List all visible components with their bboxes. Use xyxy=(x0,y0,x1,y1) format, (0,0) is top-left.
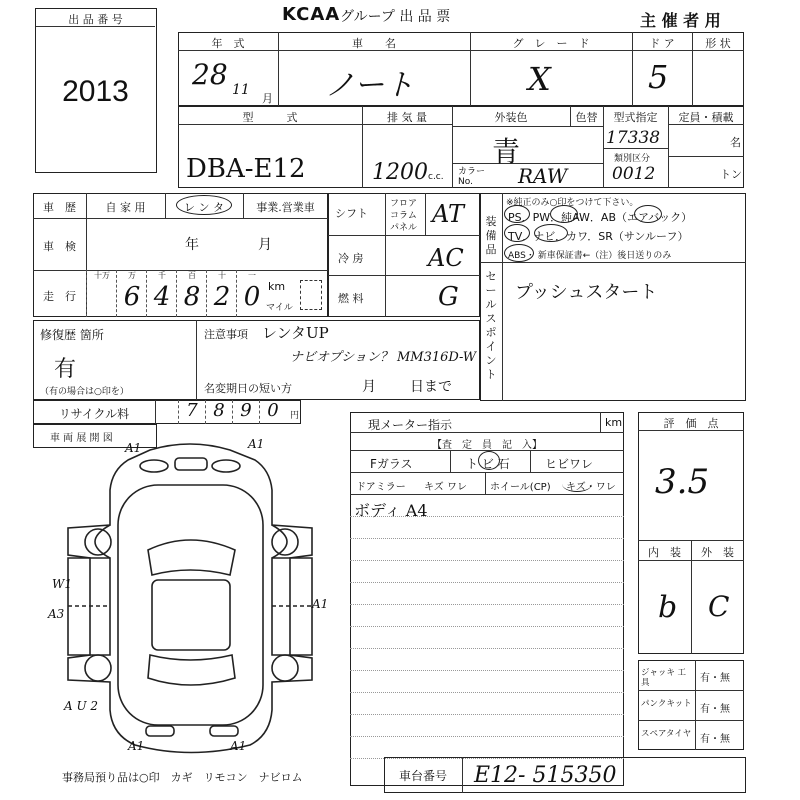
month-value: 11 xyxy=(232,82,250,98)
equipment-check-row xyxy=(638,660,744,690)
sales-point-char: ポ xyxy=(485,326,497,339)
glass-div1 xyxy=(450,450,451,472)
mileage-digit-cell xyxy=(206,270,236,317)
front-grille xyxy=(175,458,207,470)
mileage-digit-cell xyxy=(236,270,266,317)
damage-mark: A1 xyxy=(125,441,142,455)
displacement-unit: c.c. xyxy=(428,172,444,182)
wheel-fr xyxy=(272,529,298,555)
equipment-line1: PS．PW．純AW．AB（エアバック） xyxy=(508,211,693,224)
sales-point-char: ン xyxy=(485,354,497,367)
capacity-unit-ton: トン xyxy=(720,168,742,181)
shift-label: シフト xyxy=(335,207,368,220)
remark-lines xyxy=(350,494,624,784)
equipment-check-rows xyxy=(638,660,744,750)
sales-point-value: プッシュスタート xyxy=(515,282,658,303)
right-wheel-arch xyxy=(272,525,287,558)
inspector-label: 【査 定 員 記 入】 xyxy=(432,440,542,451)
equipment-check-value[interactable]: 有・無 xyxy=(700,673,730,684)
sales-point-label xyxy=(482,270,500,382)
car-name-value: ノート xyxy=(325,68,415,103)
abs-circle xyxy=(504,244,534,262)
damage-mark: A1 xyxy=(128,739,145,753)
tv-circle xyxy=(504,224,530,242)
shift-option-column: コラム xyxy=(390,211,417,221)
wheel-rr xyxy=(272,655,298,681)
wheel-fl xyxy=(85,529,111,555)
mileage-digit: 2 xyxy=(213,282,231,312)
header-logo xyxy=(282,4,340,25)
ps-circle xyxy=(504,205,530,223)
remark-line xyxy=(350,516,624,517)
history-label: 車 歴 xyxy=(43,201,76,214)
deadline-day: 日まで xyxy=(410,379,452,395)
remark-line xyxy=(350,538,624,539)
model-value: DBA-E12 xyxy=(186,154,306,184)
mileage-digit-label: 十万 xyxy=(94,271,110,280)
history-private: 自 家 用 xyxy=(105,201,146,214)
glass-damage-circle xyxy=(478,451,500,470)
wheel-rl xyxy=(85,655,111,681)
chassis-value: E12- 515350 xyxy=(474,763,617,788)
equipment-check-label: ジャッキ 工 具 xyxy=(641,668,695,688)
damage-mark: W1 xyxy=(52,577,72,591)
glass-label: Fガラス xyxy=(370,457,413,471)
row2-class-line xyxy=(603,148,668,149)
shift-option-panel: パネル xyxy=(390,223,418,233)
color-no-label: カラー No. xyxy=(458,167,486,187)
damage-mark: A3 xyxy=(48,607,65,621)
rear-lamp-right xyxy=(210,726,238,736)
history-line1 xyxy=(33,218,328,219)
recycle-label: リサイクル料 xyxy=(58,407,130,421)
exterior-color-value: 青 xyxy=(492,135,521,168)
row2-color-line xyxy=(452,126,603,127)
damage-mark: A1 xyxy=(248,437,265,451)
repair-note: （有の場合は○印を） xyxy=(40,387,129,397)
inspection-year-label: 年 xyxy=(185,237,199,253)
mileage-digit-cell xyxy=(116,270,146,317)
displacement-label: 排 気 量 xyxy=(387,111,427,124)
car-body xyxy=(118,485,263,725)
mileage-digit-label: 百 xyxy=(188,271,196,280)
grade-label: グ レ ー ド xyxy=(512,37,590,50)
meter-label: 現メーター指示 xyxy=(368,418,453,432)
lot-number-value: 2013 xyxy=(62,75,129,108)
meter-unit-div xyxy=(600,412,601,432)
evaluation-value: 3.5 xyxy=(655,462,710,502)
shift-option-floor: フロア xyxy=(390,199,418,209)
color-change-label: 色替 xyxy=(575,111,598,124)
recycle-unit: 円 xyxy=(290,411,300,421)
month-unit: 月 xyxy=(262,92,273,105)
inspection-label: 車 検 xyxy=(43,240,76,253)
damage-mark: A1 xyxy=(312,597,329,611)
equipment-check-row xyxy=(638,690,744,720)
equipment-check-div xyxy=(695,660,696,750)
navi-circle xyxy=(534,224,568,242)
glass-damage: ト ビ 石 xyxy=(466,457,510,471)
glass-div2 xyxy=(530,450,531,472)
damage-mark: A U 2 xyxy=(64,699,99,713)
equipment-div xyxy=(502,193,503,401)
sales-point-char: イ xyxy=(485,340,497,353)
remark-line xyxy=(350,604,624,605)
lot-number-label: 出 品 番 号 xyxy=(36,11,155,27)
equipment-check-value[interactable]: 有・無 xyxy=(700,704,730,715)
equipment-check-label: パンクキット xyxy=(641,699,692,709)
fuel-value: G xyxy=(438,282,459,312)
color-no-value: RAW xyxy=(518,164,568,188)
specs-div2 xyxy=(425,193,426,235)
wheel-label: ホイール(CP) xyxy=(490,482,551,493)
ac-value: AC xyxy=(428,244,464,272)
equipment-check-row xyxy=(638,720,744,750)
mileage-digit-label: 千 xyxy=(158,271,166,280)
mileage-unit-km: km xyxy=(268,280,286,293)
wheel-circle xyxy=(562,476,592,492)
repair-div xyxy=(196,320,197,400)
exterior-value: C xyxy=(708,590,730,623)
mileage-digit-label: 十 xyxy=(218,271,226,280)
ac-label: 冷 房 xyxy=(338,252,364,265)
grade-value: X xyxy=(528,60,551,98)
specs-line2 xyxy=(328,275,480,276)
equipment-side-char: 品 xyxy=(485,243,497,256)
mile-checkbox[interactable] xyxy=(300,280,322,310)
mileage-digit: 8 xyxy=(183,282,201,312)
car-outline xyxy=(68,444,312,753)
sales-point-char: ス xyxy=(485,312,497,325)
front-lamp-right xyxy=(212,460,240,472)
mileage-digit-cell xyxy=(86,270,116,317)
car-name-label: 車 名 xyxy=(352,37,396,50)
remark-line xyxy=(350,736,624,737)
equipment-line3: ABS・ 新車保証書←（注）後日送りのみ xyxy=(508,251,672,261)
specs-line1 xyxy=(328,235,480,236)
meter-remark: ボディ A4 xyxy=(354,501,428,520)
office-note: 事務局預り品は○印 カギ リモコン ナビロム xyxy=(62,771,303,784)
ab-circle xyxy=(634,205,662,223)
equipment-line2: TV．ナビ．カワ．SR（サンルーフ） xyxy=(508,230,689,243)
history-business: 事業.営業車 xyxy=(256,201,315,214)
remark-line xyxy=(350,582,624,583)
kcaa-logo: KCAA xyxy=(282,4,341,25)
pw-circle xyxy=(550,205,578,223)
recycle-div xyxy=(155,400,156,424)
mileage-label: 走 行 xyxy=(43,290,76,303)
deadline-month: 月 xyxy=(362,379,376,395)
fuel-label: 燃 料 xyxy=(338,292,364,305)
remark-line xyxy=(350,648,624,649)
sales-point-char: ー xyxy=(485,284,497,297)
row2-cap-line2 xyxy=(668,156,744,157)
year-value: 28 xyxy=(192,58,228,91)
recycle-digit: 9 xyxy=(232,400,259,424)
type-designation-value: 17338 xyxy=(606,128,661,148)
equipment-side-char: 装 xyxy=(485,215,497,228)
mileage-digit-label: 一 xyxy=(248,271,256,280)
interior-value: b xyxy=(658,590,678,625)
mileage-digit-cell xyxy=(146,270,176,317)
notes-label: 注意事項 xyxy=(204,328,248,341)
damage-mark: A1 xyxy=(230,739,247,753)
mirror-values: キズ ワレ xyxy=(424,482,467,493)
car-roof xyxy=(152,580,230,650)
glass-crack: ヒビワレ xyxy=(545,457,594,471)
inspection-month-label: 月 xyxy=(258,237,272,253)
door-label: ド ア xyxy=(649,37,675,50)
remark-line xyxy=(350,626,624,627)
diagram-title: 車 両 展 開 図 xyxy=(50,433,113,444)
exterior-color-label: 外装色 xyxy=(494,111,528,124)
front-windshield xyxy=(148,540,235,575)
equipment-side-char: 備 xyxy=(485,229,497,242)
remark-line xyxy=(350,714,624,715)
meter-unit: km xyxy=(605,416,623,429)
equipment-check-value[interactable]: 有・無 xyxy=(700,734,730,745)
left-wheel-arch xyxy=(95,525,110,558)
history-rental: レ ン タ xyxy=(184,201,224,214)
meter-line3 xyxy=(350,472,624,473)
mileage-digit: 0 xyxy=(243,282,261,312)
chassis-div xyxy=(462,757,463,793)
recycle-digit: 0 xyxy=(259,400,286,424)
specs-div xyxy=(385,193,386,317)
remark-line xyxy=(350,670,624,671)
rear-window xyxy=(148,655,235,685)
deadline-label: 名変期日の短い方 xyxy=(204,382,292,395)
chassis-label: 車台番号 xyxy=(398,769,447,783)
mirror-div xyxy=(485,472,486,494)
capacity-unit-person: 名 xyxy=(730,136,741,149)
mirror-label: ドアミラー xyxy=(356,482,406,493)
remark-line xyxy=(350,692,624,693)
mileage-digit-cell xyxy=(176,270,206,317)
repair-value: 有 xyxy=(54,357,77,382)
lot-number-box xyxy=(35,8,157,173)
type-designation-label: 型式指定 xyxy=(613,111,658,124)
sales-point-char: ル xyxy=(485,298,497,311)
front-lamp-left xyxy=(140,460,168,472)
car-diagram xyxy=(40,430,350,770)
wheel-values: キズ・ワレ xyxy=(566,482,616,493)
equipment-note: ※純正のみ○印をつけて下さい。 xyxy=(506,198,639,208)
recycle-digit: 8 xyxy=(205,400,232,424)
class-value: 0012 xyxy=(612,164,656,184)
form-title: グループ 出 品 票 xyxy=(340,9,451,25)
exterior-label: 外 装 xyxy=(701,546,734,559)
equipment-side-label xyxy=(482,215,500,257)
remark-line xyxy=(350,560,624,561)
notes-line1: レンタUP xyxy=(262,324,329,342)
year-label: 年 式 xyxy=(211,37,245,50)
interior-label: 内 装 xyxy=(648,546,681,559)
mileage-digit: 4 xyxy=(153,282,171,312)
equipment-check-label: スペアタイヤ xyxy=(641,729,692,739)
organizer-label: 主 催 者 用 xyxy=(640,11,721,30)
rear-lamp-left xyxy=(146,726,174,736)
class-label: 類別区分 xyxy=(614,154,651,164)
recycle-digits xyxy=(178,400,288,424)
mileage-unit-mile: マイル xyxy=(266,303,293,313)
right-side-panel xyxy=(272,558,312,655)
sales-point-char: ト xyxy=(485,368,497,381)
equipment-line xyxy=(480,262,746,263)
mileage-digit-label: 万 xyxy=(128,271,136,280)
sales-point-char: セ xyxy=(485,270,497,283)
rental-circle-mark xyxy=(176,195,232,215)
repair-label: 修復歴 箇所 xyxy=(40,328,104,342)
mileage-digit: 6 xyxy=(123,282,141,312)
evaluation-label: 評 価 点 xyxy=(663,417,719,430)
door-value: 5 xyxy=(648,58,669,96)
model-label: 型 式 xyxy=(242,111,298,124)
notes-line2: ナビオプション？ MM316D-W xyxy=(290,350,477,365)
capacity-label: 定員・積載 xyxy=(678,111,734,124)
displacement-value: 1200 xyxy=(372,160,428,185)
recycle-digit: 7 xyxy=(178,400,205,424)
mileage-digits xyxy=(86,270,266,317)
shape-label: 形 状 xyxy=(705,37,731,50)
shift-value: AT xyxy=(432,200,465,228)
